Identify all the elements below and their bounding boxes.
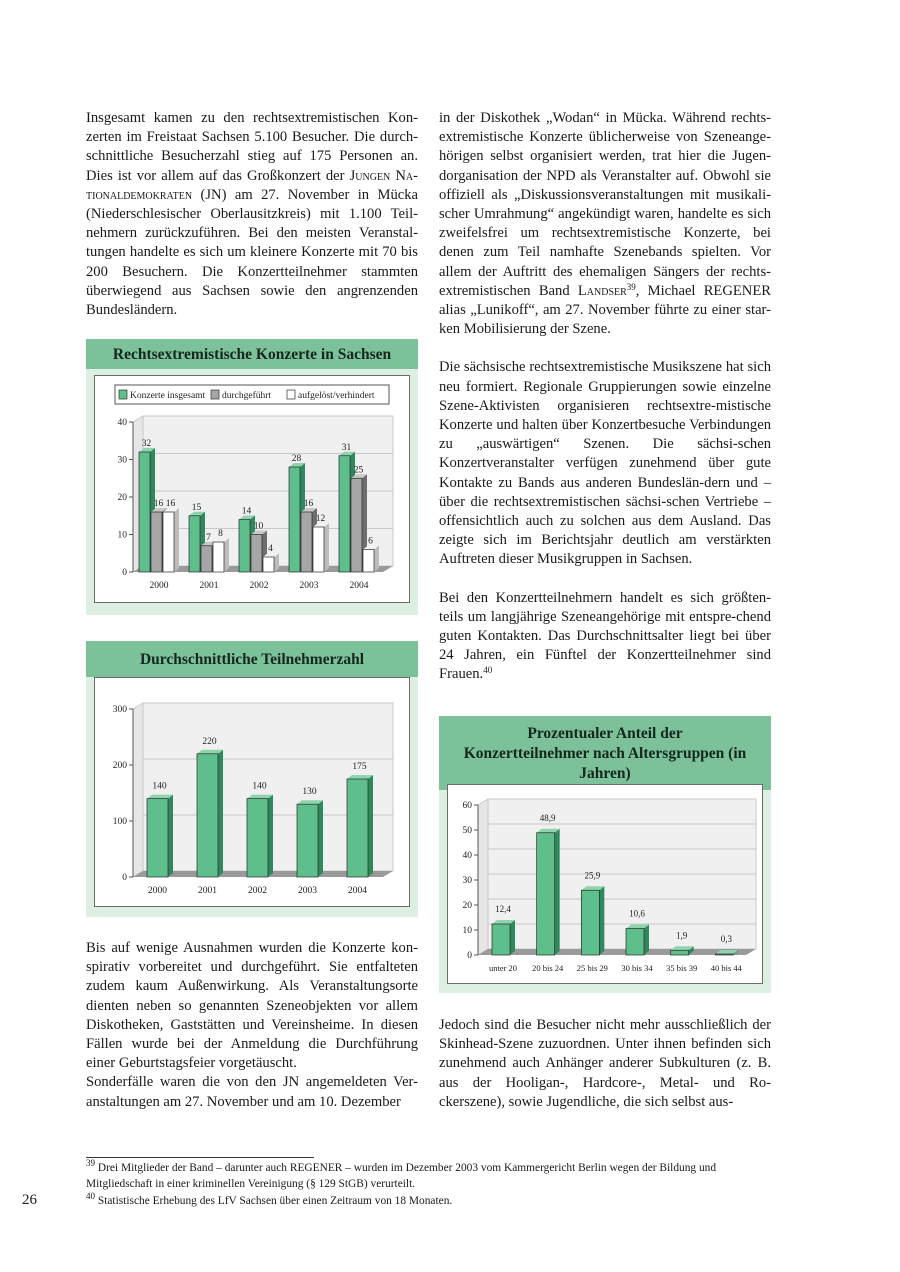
chart-panel-participants [86,641,418,917]
y-tick-label: 20 [117,493,127,503]
y-tick-label: 10 [117,530,127,541]
chart-panel-concerts [86,339,418,615]
paragraph-special-cases: Sonderfälle waren die von den JN angemeldeten Ver-anstaltungen am 27. November und am 10. Dezember [86,1074,418,1110]
bar-value-label: 130 [302,787,317,798]
x-tick-label: 2000 [149,581,169,591]
chart-panel-age-groups [439,716,771,993]
bar-value-label: 175 [352,762,367,772]
legend-swatch [287,390,295,399]
y-tick-label: 40 [462,851,472,861]
participants-bar-chart [95,678,411,908]
paragraph-music-scene: Die sächsische rechtsextremistische Musikszene hat sich neu formiert. Regionale Gruppierungen sowie einzelne Szene-Aktivisten organisieren rechtsextre-mistische Konzerte und halten über Konzertbesuche Verbindungen zu „auswärtigen“ Szenen. Die sächsi-schen Konzertveranstalter verfügen zunehmend über gute Kontakte zu Bands aus anderen Bundeslän-dern und – über die rechtsextremistischen sächsi-schen Vertriebe – offensichtlich auch zu solchen aus dem Ausland. Das zeigte sich im Berichtsjahr deutlich am verstärkten Auftreten dieser Musikgruppen in Sachsen. [439,359,771,568]
bar-side [224,538,229,572]
bar-value-label: 25,9 [584,870,601,881]
y-tick-label: 50 [462,826,472,836]
x-tick-label: 2002 [248,886,267,896]
bar-value-label: 140 [152,781,167,792]
paragraph-wodan: in der Diskothek „Wodan“ in Mücka. Während rechts-extremistische Konzerte üblicherweise von Szeneange-hörigen selbst organisiert werden, trat hier die Jugen-dorganisation der NPD als Veranstalter auf. Obwohl sie offiziell als „Diskussionsveranstaltungen mit musikali-scher Umrahmung“ angekündigt waren, handelte es sich zweifelsfrei um rechtsextremistische Konzerte, bei denen zum Teil namhafte Szenebands spielten. Vor allem der Auftritt des ehemaligen Sängers der rechts-extremistischen Band Landser$^{39}$, Michael REGENER alias „Lunikoff“, am 27. November führte zu einer star-ken Mobilisierung der Szene. [439,110,771,338]
bar-side [318,800,323,877]
y-tick-label: 30 [462,876,472,886]
x-tick-label: 2002 [249,581,269,591]
plot-side-wall [133,703,143,877]
x-tick-label: 2001 [199,581,219,591]
y-tick-label: 300 [112,705,127,715]
legend-label: Konzerte insgesamt [130,391,206,401]
age-groups-bar-chart [448,785,764,985]
bar [363,550,374,573]
y-tick-label: 20 [462,901,472,911]
chart-title: Durchschnittliche Teilnehmerzahl [86,641,418,677]
footnote-40: $^{40}$ Statistische Erhebung des LfV Sachsen über einen Zeitraum von 18 Monaten. [86,1190,453,1207]
bar-side [510,920,515,955]
bar [197,754,218,877]
x-tick-label: 2003 [298,886,317,896]
bar-side [374,546,379,573]
bar-value-label: 16 [165,499,176,509]
chart-area [447,784,763,984]
bar [247,799,268,877]
bar [339,456,350,572]
bar-value-label: 10 [253,521,264,532]
bar-value-label: 7 [206,532,211,543]
bar-side [368,775,373,877]
y-tick-label: 30 [117,455,127,466]
x-tick-label: 35 bis 39 [666,963,698,973]
footnote-separator [86,1157,314,1158]
paragraph-conspiracy: Bis auf wenige Ausnahmen wurden die Konzerte kon-spirativ vorbereitet und durchgeführt. Sie entfalteten zudem kaum Außenwirkung. Als Veranstaltungsorte dienten neben so genannten Szeneobjekten vor allem Diskotheken, Gaststätten und Vereinsheime. In diesen Fällen wurde bei der Anmeldung die Durchführung einer Geburtstagsfeier vorgetäuscht. [86,940,418,1072]
legend-swatch [211,390,219,399]
bar [581,890,599,955]
y-tick-label: 10 [462,926,472,936]
y-tick-label: 100 [112,817,127,827]
bar-value-label: 4 [268,544,273,554]
x-tick-label: 30 bis 34 [621,963,653,973]
bar-value-label: 140 [252,781,267,792]
y-tick-label: 40 [117,418,127,428]
bar-side [599,886,604,955]
bar-side [168,795,173,877]
concerts-bar-chart [95,376,411,604]
footnotes [86,1160,776,1209]
footnote-ref-40[interactable]: 40 [483,665,493,676]
right-column-top [439,109,771,685]
bar-value-label: 14 [241,506,252,517]
bar-value-label: 12 [315,514,326,524]
y-tick-label: 0 [122,568,127,578]
bar-value-label: 16 [153,499,164,509]
chart-title: Rechtsextremistische Konzerte in Sachsen [86,339,418,369]
bar-side [174,508,179,572]
x-tick-label: 25 bis 29 [576,963,608,973]
bar-side [218,750,223,877]
bar-value-label: 0,3 [720,934,732,944]
footnote-39: $^{39}$ Drei Mitglieder der Band – darunter auch REGENER – wurden im Dezember 2003 vom Kammergericht Berlin wegen der Bildung und Mitgliedschaft in einer kriminellen Vereinigung (§ 129 StGB) verurteilt. [86,1158,717,1191]
chart-area [94,677,410,907]
bar [201,546,212,572]
bar [626,929,644,956]
x-tick-label: 2003 [299,581,319,591]
x-tick-label: unter 20 [488,963,518,973]
bar [163,512,174,572]
bar-value-label: 6 [368,536,373,547]
bar-value-label: 12,4 [495,904,511,914]
bar-side [324,523,329,572]
legend-label: durchgeführt [222,391,272,401]
paragraph-intro: Insgesamt kamen zu den rechtsextremistischen Kon-zerten im Freistaat Sachsen 5.100 Besucher. Die durch-schnittliche Besucherzahl stieg auf 175 Personen an. Dies ist vor allem auf das Großkonzert der Jungen Na-tionaldemokraten (JN) am 27. November in Mücka (Niederschlesischer Oberlausitzkreis) mit 1.100 Teil-nehmern zurückzuführen. Bei den meisten Veranstal-tungen handelte es sich um kleinere Konzerte mit 70 bis 200 Besuchern. Die Konzertteilnehmer stammten überwiegend aus Sachsen sowie den angrenzenden Bundesländern. [86,110,418,319]
y-tick-label: 0 [122,873,127,883]
paragraph-participants: Bei den Konzertteilnehmern handelt es sich größten-teils um langjährige Szeneangehörige mit entspre-chend guten Kontakten. Das Durchschnittsalter liegt bei über 24 Jahren, ein Fünftel der Konzertteilnehmer sind Frauen.$^{40}$ [439,589,771,683]
bar [189,516,200,572]
x-tick-label: 2004 [348,886,367,896]
plot-floor [478,949,756,955]
bar [347,779,368,877]
bar [492,924,510,955]
y-tick-label: 60 [462,801,472,811]
bar [289,467,300,572]
paragraph-subcultures: Jedoch sind die Besucher nicht mehr ausschließlich der Skinhead-Szene zuzuordnen. Unter ihnen befinden sich zunehmend auch Anhänger anderer Subkulturen (z. B. aus der Hooligan-, Hardcore-, Metal- und Ro-ckerszene), sowie Jugendliche, die sich selbst aus- [439,1017,771,1110]
bar [213,542,224,572]
x-tick-label: 2004 [349,581,369,591]
y-tick-label: 0 [467,951,472,961]
x-tick-label: 2000 [148,886,167,896]
chart-title: Prozentualer Anteil der Konzertteilnehmer nach Altersgruppen (in Jahren) [439,716,771,790]
bar [313,527,324,572]
bar [297,804,318,877]
bar-value-label: 31 [341,442,352,453]
bar-value-label: 25 [353,465,364,476]
bar [151,512,162,572]
bar [147,799,168,877]
chart-area [94,375,410,603]
bar-value-label: 220 [202,736,217,747]
bar-value-label: 32 [141,439,152,449]
bar [715,954,733,955]
bar-value-label: 10,6 [629,908,645,919]
bar-value-label: 1,9 [676,930,688,941]
bar-side [644,925,649,956]
bar [301,512,312,572]
bar-value-label: 48,9 [539,812,556,823]
bar [251,535,262,573]
bar [239,520,250,573]
chart-legend [115,385,389,404]
legend-swatch [119,390,127,399]
left-column-bottom [86,939,418,1112]
bar [351,478,362,572]
bar [671,950,689,955]
bar-side [555,829,560,955]
x-tick-label: 2001 [198,886,217,896]
plot-side-wall [478,799,488,955]
legend-label: aufgelöst/verhindert [298,391,375,401]
bar [537,833,555,955]
bar-side [268,795,273,877]
bar-value-label: 16 [303,499,314,509]
bar-value-label: 15 [191,502,202,513]
left-column-top [86,109,418,320]
bar-value-label: 8 [218,529,223,539]
x-tick-label: 40 bis 44 [710,963,742,973]
y-tick-label: 200 [112,761,127,771]
right-column-bottom [439,1016,771,1112]
x-tick-label: 20 bis 24 [532,963,564,973]
bar [263,557,274,572]
page-number: 26 [22,1192,37,1208]
bar-value-label: 28 [291,454,302,464]
footnote-ref-39[interactable]: 39 [626,281,636,292]
bar [139,452,150,572]
